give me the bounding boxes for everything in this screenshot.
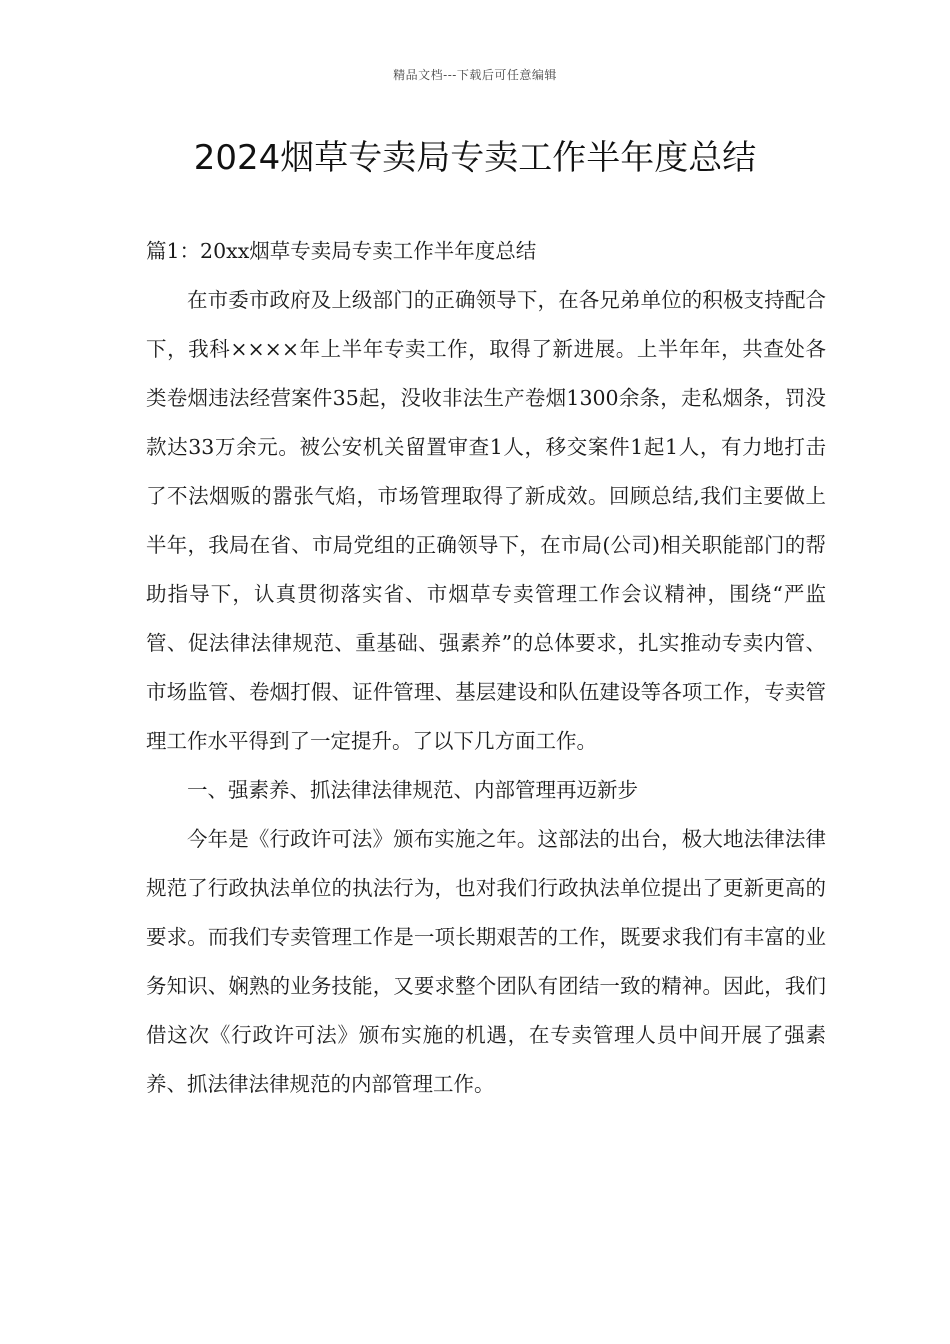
body-paragraph: 在市委市政府及上级部门的正确领导下，在各兄弟单位的积极支持配合下，我科××××年上半年专卖工作，取得了新进展。上半年年，共查处各类卷烟违法经营案件35起，没收非法生产卷烟1300余条，走私烟条，罚没款达33万余元。被公安机关留置审查1人，移交案件1起1人，有力地打击了不法烟贩的嚣张气焰，市场管理取得了新成效。回顾总结,我们主要做上半年，我局在省、市局党组的正确领导下，在市局(公司)相关职能部门的帮助指导下，认真贯彻落实省、市烟草专卖管理工作会议精神，围绕“严监管、促法律法律规范、重基础、强素养”的总体要求，扎实推动专卖内管、市场监管、卷烟打假、证件管理、基层建设和队伍建设等各项工作，专卖管理工作水平得到了一定提升。了以下几方面工作。 xyxy=(146,288,826,753)
section-heading: 一、强素养、抓法律法律规范、内部管理再迈新步 xyxy=(187,778,638,802)
document-body xyxy=(146,227,826,1109)
section-subtitle: 篇1：20xx烟草专卖局专卖工作半年度总结 xyxy=(146,239,537,263)
header-note: 精品文档---下载后可任意编辑 xyxy=(393,68,557,82)
document-title: 2024烟草专卖局专卖工作半年度总结 xyxy=(193,138,757,178)
body-paragraph: 今年是《行政许可法》颁布实施之年。这部法的出台，极大地法律法律规范了行政执法单位的执法行为，也对我们行政执法单位提出了更新更高的要求。而我们专卖管理工作是一项长期艰苦的工作，既要求我们有丰富的业务知识、娴熟的业务技能，又要求整个团队有团结一致的精神。因此，我们借这次《行政许可法》颁布实施的机遇，在专卖管理人员中间开展了强素养、抓法律法律规范的内部管理工作。 xyxy=(146,827,826,1096)
